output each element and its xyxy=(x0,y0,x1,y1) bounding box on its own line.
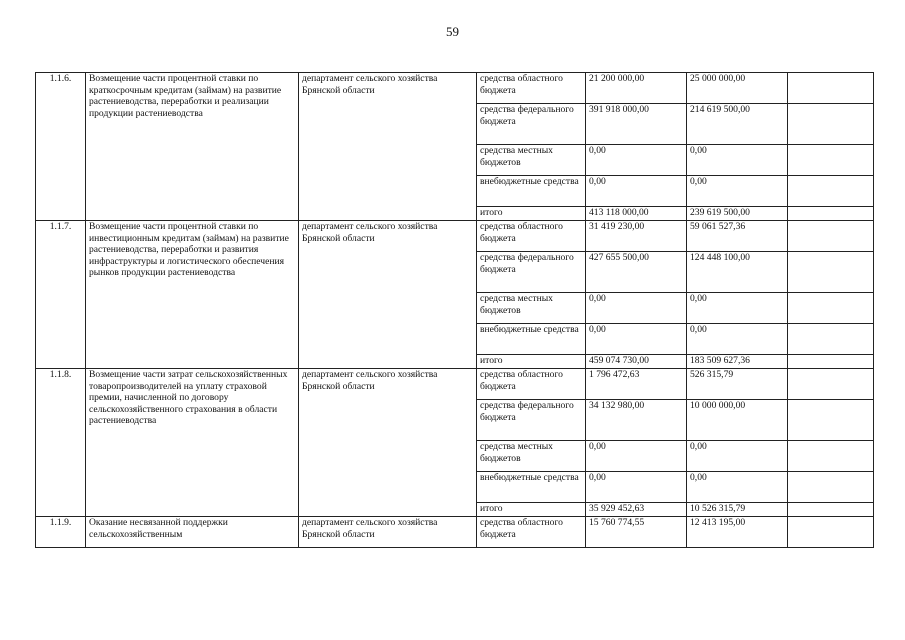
empty-cell xyxy=(788,176,874,207)
amount-first: 34 132 980,00 xyxy=(586,400,687,441)
amount-first: 0,00 xyxy=(586,145,687,176)
row-number: 1.1.6. xyxy=(36,73,86,221)
funding-source: средства федерального бюджета xyxy=(477,400,586,441)
amount-second: 0,00 xyxy=(687,293,788,324)
funding-source: средства областного бюджета xyxy=(477,517,586,548)
amount-first: 21 200 000,00 xyxy=(586,73,687,104)
amount-second: 10 526 315,79 xyxy=(687,503,788,517)
funding-source: внебюджетные средства xyxy=(477,176,586,207)
empty-cell xyxy=(788,355,874,369)
measure-description: Возмещение части процентной ставки по краткосрочным кредитам (займам) на развитие растениеводства, переработки и реализации продукции растениеводства xyxy=(86,73,299,221)
amount-first: 1 796 472,63 xyxy=(586,369,687,400)
responsible-department: департамент сельского хозяйства Брянской области xyxy=(299,73,477,221)
empty-cell xyxy=(788,503,874,517)
funding-source: средства местных бюджетов xyxy=(477,293,586,324)
table-row xyxy=(36,369,874,400)
empty-cell xyxy=(788,104,874,145)
amount-second: 10 000 000,00 xyxy=(687,400,788,441)
responsible-department: департамент сельского хозяйства Брянской области xyxy=(299,369,477,517)
amount-second: 183 509 627,36 xyxy=(687,355,788,369)
funding-source: внебюджетные средства xyxy=(477,324,586,355)
empty-cell xyxy=(788,221,874,252)
amount-first: 15 760 774,55 xyxy=(586,517,687,548)
empty-cell xyxy=(788,517,874,548)
measure-description: Возмещение части затрат сельскохозяйственных товаропроизводителей на уплату страховой премии, начисленной по договору сельскохозяйственного страхования в области растениеводства xyxy=(86,369,299,517)
budget-table-body xyxy=(36,73,874,548)
amount-first: 0,00 xyxy=(586,293,687,324)
empty-cell xyxy=(788,293,874,324)
amount-first: 413 118 000,00 xyxy=(586,207,687,221)
table-row xyxy=(36,221,874,252)
amount-first: 0,00 xyxy=(586,472,687,503)
amount-first: 0,00 xyxy=(586,324,687,355)
amount-first: 0,00 xyxy=(586,441,687,472)
amount-first: 459 074 730,00 xyxy=(586,355,687,369)
responsible-department: департамент сельского хозяйства Брянской области xyxy=(299,221,477,369)
amount-second: 0,00 xyxy=(687,145,788,176)
page-number: 59 xyxy=(446,24,459,39)
amount-second: 0,00 xyxy=(687,176,788,207)
empty-cell xyxy=(788,400,874,441)
table-row xyxy=(36,73,874,104)
empty-cell xyxy=(788,441,874,472)
funding-source: итого xyxy=(477,503,586,517)
measure-description: Возмещение части процентной ставки по инвестиционным кредитам (займам) на развитие растениеводства, переработки и развития инфраструктуры и логистического обеспечения рынков продукции растениеводства xyxy=(86,221,299,369)
funding-source: средства федерального бюджета xyxy=(477,104,586,145)
empty-cell xyxy=(788,472,874,503)
responsible-department: департамент сельского хозяйства Брянской области xyxy=(299,517,477,548)
amount-second: 59 061 527,36 xyxy=(687,221,788,252)
budget-table xyxy=(35,72,874,548)
funding-source: итого xyxy=(477,207,586,221)
measure-description: Оказание несвязанной поддержки сельскохозяйственным xyxy=(86,517,299,548)
amount-second: 214 619 500,00 xyxy=(687,104,788,145)
amount-first: 35 929 452,63 xyxy=(586,503,687,517)
amount-second: 0,00 xyxy=(687,472,788,503)
row-number: 1.1.9. xyxy=(36,517,86,548)
empty-cell xyxy=(788,145,874,176)
amount-first: 391 918 000,00 xyxy=(586,104,687,145)
row-number: 1.1.7. xyxy=(36,221,86,369)
amount-second: 25 000 000,00 xyxy=(687,73,788,104)
empty-cell xyxy=(788,73,874,104)
amount-second: 0,00 xyxy=(687,441,788,472)
funding-source: средства федерального бюджета xyxy=(477,252,586,293)
funding-source: средства областного бюджета xyxy=(477,221,586,252)
amount-first: 0,00 xyxy=(586,176,687,207)
amount-first: 427 655 500,00 xyxy=(586,252,687,293)
funding-source: средства местных бюджетов xyxy=(477,441,586,472)
funding-source: средства областного бюджета xyxy=(477,73,586,104)
table-row xyxy=(36,517,874,548)
funding-source: внебюджетные средства xyxy=(477,472,586,503)
funding-source: итого xyxy=(477,355,586,369)
amount-second: 12 413 195,00 xyxy=(687,517,788,548)
empty-cell xyxy=(788,207,874,221)
empty-cell xyxy=(788,324,874,355)
empty-cell xyxy=(788,369,874,400)
empty-cell xyxy=(788,252,874,293)
amount-second: 124 448 100,00 xyxy=(687,252,788,293)
funding-source: средства областного бюджета xyxy=(477,369,586,400)
amount-second: 526 315,79 xyxy=(687,369,788,400)
amount-second: 0,00 xyxy=(687,324,788,355)
amount-first: 31 419 230,00 xyxy=(586,221,687,252)
row-number: 1.1.8. xyxy=(36,369,86,517)
funding-source: средства местных бюджетов xyxy=(477,145,586,176)
amount-second: 239 619 500,00 xyxy=(687,207,788,221)
